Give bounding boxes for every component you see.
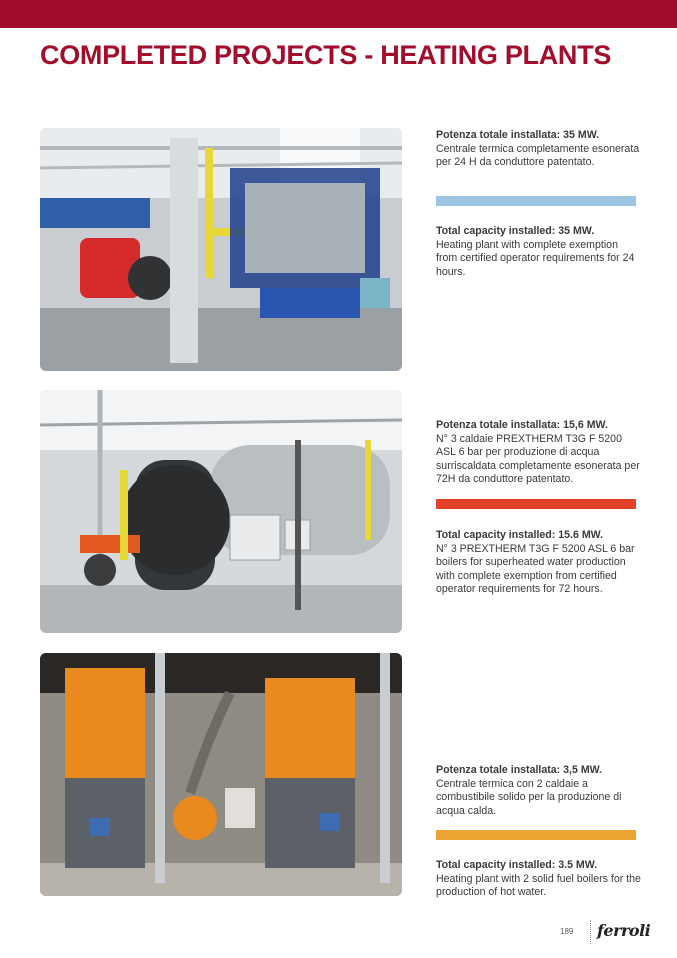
project-1-divider: [436, 196, 636, 206]
project-1-italian: [436, 129, 641, 170]
ferroli-logo: [597, 921, 650, 940]
boiler-room-photo-2: [40, 390, 402, 633]
boiler-room-photo-3: [40, 653, 402, 896]
page-number: 189: [560, 927, 574, 936]
project-2-italian: [436, 419, 641, 487]
footer-separator: [590, 920, 591, 944]
project-2-divider: [436, 499, 636, 509]
project-1-english-lead: Total capacity installed: 35 MW.: [436, 225, 595, 237]
project-2-italian-lead: Potenza totale installata: 15,6 MW.: [436, 419, 608, 431]
project-3-italian-lead: Potenza totale installata: 3,5 MW.: [436, 764, 603, 776]
project-1-english: [436, 225, 641, 279]
project-2-english-lead: Total capacity installed: 15.6 MW.: [436, 529, 603, 541]
project-photo-2: [40, 390, 402, 633]
project-photo-3: [40, 653, 402, 896]
ferroli-logo-text: ferroli: [597, 921, 651, 940]
project-1-english-body: Heating plant with complete exemption from certified operator requirements for 24 hours.: [436, 238, 635, 278]
top-color-bar: [0, 0, 677, 28]
project-1-italian-lead: Potenza totale installata: 35 MW.: [436, 129, 600, 141]
project-2-italian-body: N° 3 caldaie PREXTHERM T3G F 5200 ASL 6 bar per produzione di acqua surriscaldata completamente esonerata per 72H da conduttore patentato.: [436, 432, 640, 486]
project-3-italian-body: Centrale termica con 2 caldaie a combustibile solido per la produzione di acqua calda.: [436, 777, 622, 817]
page-title: COMPLETED PROJECTS - HEATING PLANTS: [40, 40, 612, 70]
project-3-english-body: Heating plant with 2 solid fuel boilers for the production of hot water.: [436, 872, 641, 899]
project-3-italian: [436, 764, 641, 818]
project-2-english-body: N° 3 PREXTHERM T3G F 5200 ASL 6 bar boilers for superheated water production with complete exemption from certified operator requirements for 72 hours.: [436, 542, 635, 596]
project-2-english: [436, 529, 641, 597]
boiler-room-photo-1: [40, 128, 402, 371]
project-photo-1: [40, 128, 402, 371]
project-3-divider: [436, 830, 636, 840]
project-3-english: [436, 859, 641, 900]
project-3-english-lead: Total capacity installed: 3.5 MW.: [436, 859, 598, 871]
project-1-italian-body: Centrale termica completamente esonerata per 24 H da conduttore patentato.: [436, 142, 640, 169]
